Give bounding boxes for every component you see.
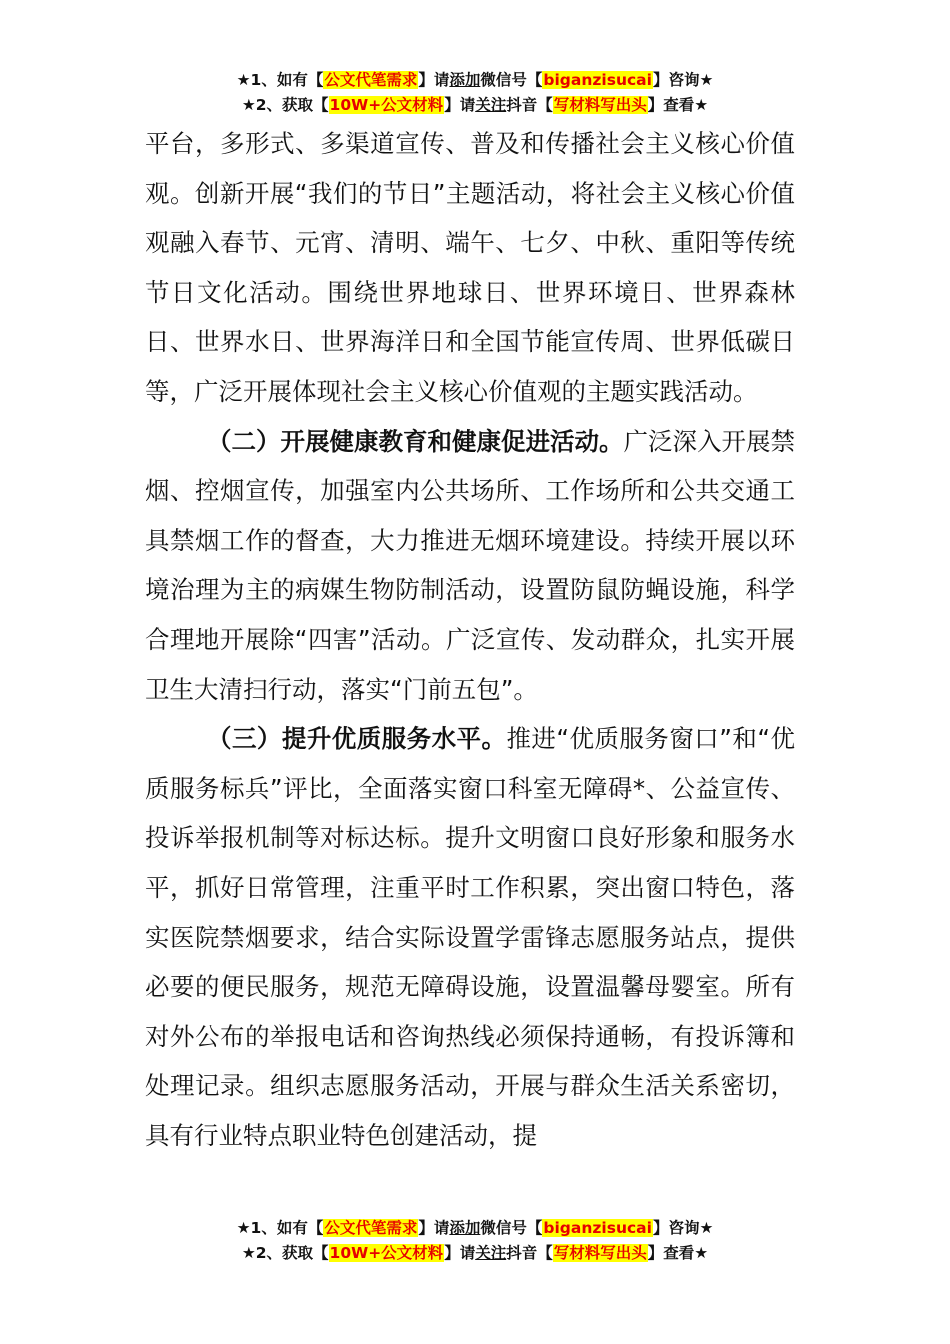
banner-text: 】请 (418, 71, 450, 89)
banner-line-2 (0, 93, 950, 118)
highlighted-text: 10W+公文材料 (329, 96, 444, 114)
banner-line-1 (0, 68, 950, 93)
paragraph-text: 推进“优质服务窗口”和“优质服务标兵”评比，全面落实窗口科室无障碍*、公益宣传、投诉举报机制等对标达标。提升文明窗口良好形象和服务水平，抓好日常管理，注重平时工作积累，突出窗口特色，落实医院禁烟要求，结合实际设置学雷锋志愿服务站点，提供必要的便民服务，规范无障碍设施，设置温馨母婴室。所有对外公布的举报电话和咨询热线必须保持通畅，有投诉簿和处理记录。组织志愿服务活动，开展与群众生活关系密切，具有行业特点职业特色创建活动，提 (145, 724, 796, 1150)
highlighted-text: biganzisucai (543, 1219, 652, 1237)
header-banner (0, 68, 950, 118)
highlighted-text: biganzisucai (543, 71, 652, 89)
banner-text: 】请 (444, 1244, 476, 1262)
banner-text: ★2、获取【 (241, 1244, 329, 1262)
highlighted-text: 写材料写出头 (553, 1244, 647, 1262)
banner-text: ★1、如有【 (236, 1219, 324, 1237)
banner-text: 】请 (444, 96, 476, 114)
banner-line-2 (0, 1241, 950, 1266)
highlighted-text: 公文代笔需求 (324, 1219, 418, 1237)
paragraph-3 (145, 714, 795, 1160)
paragraph-text: 广泛深入开展禁烟、控烟宣传，加强室内公共场所、工作场所和公共交通工具禁烟工作的督查，大力推进无烟环境建设。持续开展以环境治理为主的病媒生物防制活动，设置防鼠防蝇设施，科学合理地开展除“四害”活动。广泛宣传、发动群众，扎实开展卫生大清扫行动，落实“门前五包”。 (145, 426, 795, 704)
banner-text: 抖音【 (506, 1244, 553, 1262)
underlined-text: 关注 (475, 96, 507, 114)
banner-text: 】咨询★ (652, 71, 714, 89)
section-heading: （二）开展健康教育和健康促进活动。 (207, 426, 624, 456)
highlighted-text: 写材料写出头 (553, 96, 647, 114)
paragraph-2 (145, 417, 795, 715)
section-heading: （三）提升优质服务水平。 (207, 724, 507, 754)
banner-text: 微信号【 (480, 1219, 543, 1237)
underlined-text: 关注 (475, 1244, 507, 1262)
banner-text: 】请 (418, 1219, 450, 1237)
banner-text: 】咨询★ (652, 1219, 714, 1237)
banner-text: ★2、获取【 (241, 96, 329, 114)
underlined-text: 添加 (449, 71, 481, 89)
banner-text: 抖音【 (506, 96, 553, 114)
banner-line-1 (0, 1216, 950, 1241)
banner-text: 】查看★ (647, 96, 709, 114)
banner-text: 微信号【 (480, 71, 543, 89)
paragraph-1: 平台，多形式、多渠道宣传、普及和传播社会主义核心价值观。创新开展“我们的节日”主题活动，将社会主义核心价值观融入春节、元宵、清明、端午、七夕、中秋、重阳等传统节日文化活动。围绕世界地球日、世界环境日、世界森林日、世界水日、世界海洋日和全国节能宣传周、世界低碳日等，广泛开展体现社会主义核心价值观的主题实践活动。 (145, 129, 795, 406)
document-body (145, 119, 795, 1160)
banner-text: 】查看★ (647, 1244, 709, 1262)
highlighted-text: 公文代笔需求 (324, 71, 418, 89)
underlined-text: 添加 (449, 1219, 481, 1237)
banner-text: ★1、如有【 (236, 71, 324, 89)
footer-banner (0, 1216, 950, 1266)
highlighted-text: 10W+公文材料 (329, 1244, 444, 1262)
